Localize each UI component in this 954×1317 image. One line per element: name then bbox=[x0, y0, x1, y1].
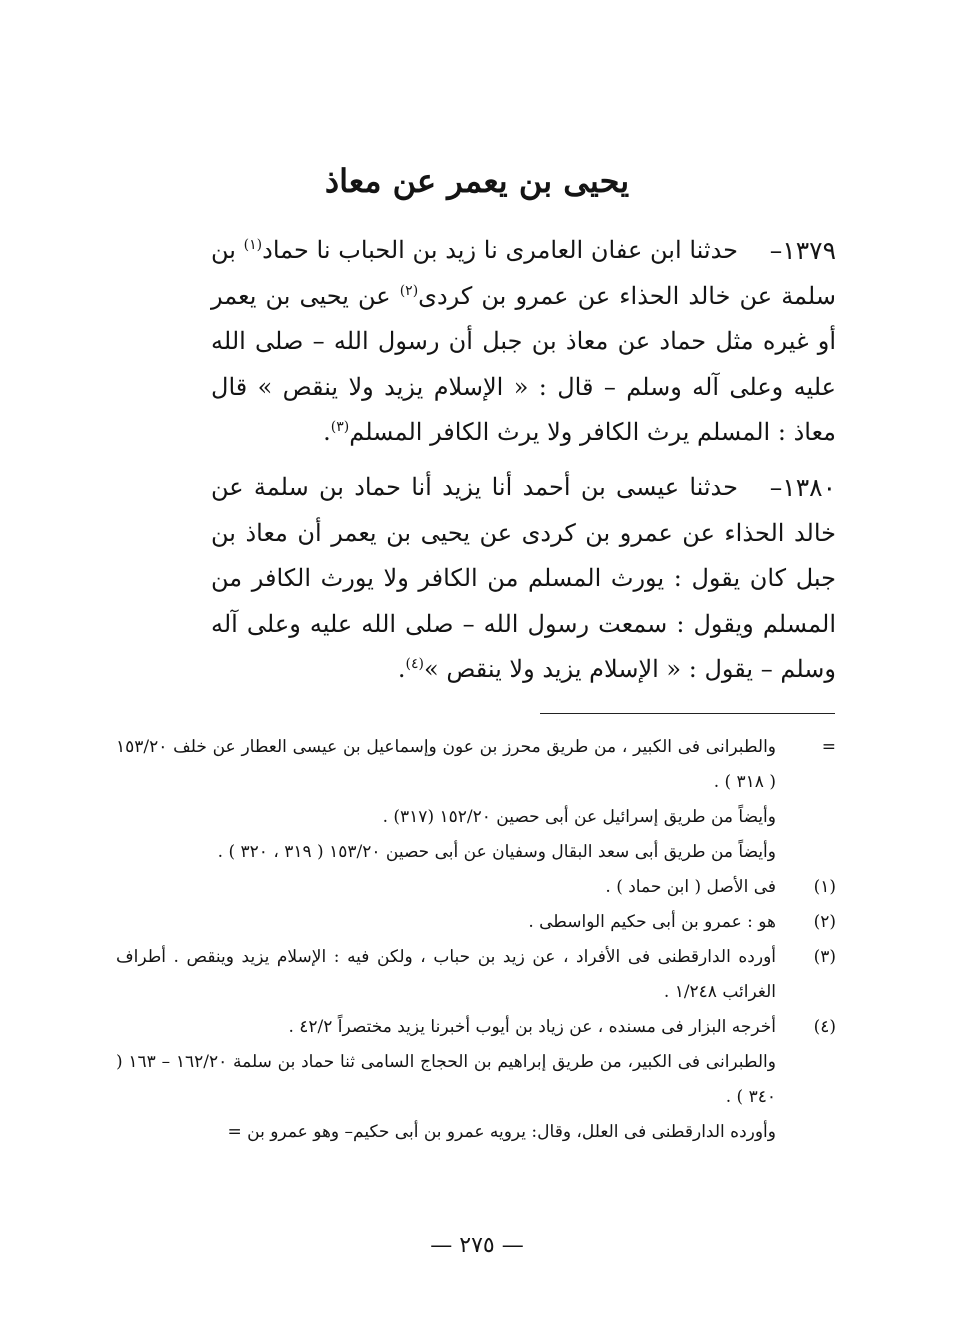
footnote-ref: (٤) bbox=[405, 656, 425, 672]
hadith-number: ١٣٨٠– bbox=[769, 473, 836, 502]
section-title: يحيى بن يعمر عن معاذ bbox=[324, 162, 630, 200]
footnote-line: أخرجه البزار فى مسنده ، عن زياد بن أيوب أخبرنا يزيد مختصراً ٤٢/٢ . bbox=[288, 1017, 776, 1037]
footnote-mark: (٣) bbox=[813, 947, 836, 967]
footnote-1 bbox=[116, 870, 836, 905]
continuation-mark: = bbox=[821, 737, 836, 757]
footnote-continuation bbox=[116, 730, 836, 870]
footnote-ref: (٢) bbox=[399, 282, 419, 299]
hadith-text: حدثنا عيسى بن أحمد أنا يزيد أنا حماد بن سلمة عن خالد الحذاء عن عمرو بن كردى عن يحيى بن يعمر أن معاذ بن جبل كان يقول : يورث المسلم من الكافر ولا يورث الكافر من المسلم ويقول : سمعت رسول الله – صلى الله عليه وعلى آله وسلم – يقول : « الإسلام يزيد ولا ينقص »$^{(٤)}$. bbox=[211, 473, 836, 683]
hadith-1380 bbox=[116, 465, 836, 693]
hadith-text: حدثنا ابن عفان العامرى نا زيد بن الحباب نا حماد$^{(١)}$ بن سلمة عن خالد الحذاء عن عمرو بن كردى$^{(٢)}$ عن يحيى بن يعمر أو غيره مثل حماد عن معاذ بن جبل أن رسول الله – صلى الله عليه وعلى آله وسلم – قال : « الإسلام يزيد ولا ينقص » قال معاذ : المسلم يرث الكافر ولا يرث الكافر المسلم$^{(٣)}$. bbox=[211, 236, 836, 446]
footnote-mark: (١) bbox=[813, 877, 836, 897]
footnote-mark: (٢) bbox=[813, 912, 836, 932]
footnote-line: فى الأصل ( ابن حماد ) . bbox=[605, 877, 776, 897]
hadith-1379 bbox=[116, 228, 836, 456]
hadith-number: ١٣٧٩– bbox=[769, 236, 836, 265]
footnote-line: وأيضاً من طريق إسرائيل عن أبى حصين ١٥٢/٢٠ (٣١٧) . bbox=[382, 807, 776, 827]
footnote-2 bbox=[116, 905, 836, 940]
footnote-line: وأيضاً من طريق أبى سعد البقال وسفيان عن أبى حصين ١٥٣/٢٠ ( ٣١٩ ، ٣٢٠ ) . bbox=[217, 842, 776, 862]
footnote-mark: (٤) bbox=[813, 1017, 836, 1037]
footnote-ref: (١) bbox=[243, 237, 263, 253]
page-number: — ٢٧٥ — bbox=[430, 1233, 524, 1258]
footnote-divider bbox=[540, 713, 835, 714]
footnote-line: هو : عمرو بن أبى حكيم الواسطى . bbox=[528, 912, 776, 932]
footnote-line: والطبرانى فى الكبير، من طريق إبراهيم بن الحجاج السامى ثنا حماد بن سلمة ١٦٢/٢٠ – ١٦٣ ( ٣٤٠ ) . bbox=[116, 1052, 776, 1107]
footnotes bbox=[116, 730, 836, 1150]
footnote-4 bbox=[116, 1010, 836, 1150]
footnote-line: والطبرانى فى الكبير ، من طريق محرز بن عون وإسماعيل بن عيسى العطار عن خلف ١٥٣/٢٠ ( ٣١٨ ) . bbox=[116, 737, 776, 792]
footnote-line: وأورده الدارقطنى فى العلل، وقال: يرويه عمرو بن أبى حكيم– وهو عمرو بن = bbox=[227, 1122, 776, 1142]
footnote-ref: (٣) bbox=[330, 419, 350, 435]
footnote-3 bbox=[116, 940, 836, 1010]
footnote-line: أورده الدارقطنى فى الأفراد ، عن زيد بن حباب ، ولكن فيه : الإسلام يزيد وينقص . أطراف الغرائب ١/٢٤٨ . bbox=[116, 947, 776, 1002]
